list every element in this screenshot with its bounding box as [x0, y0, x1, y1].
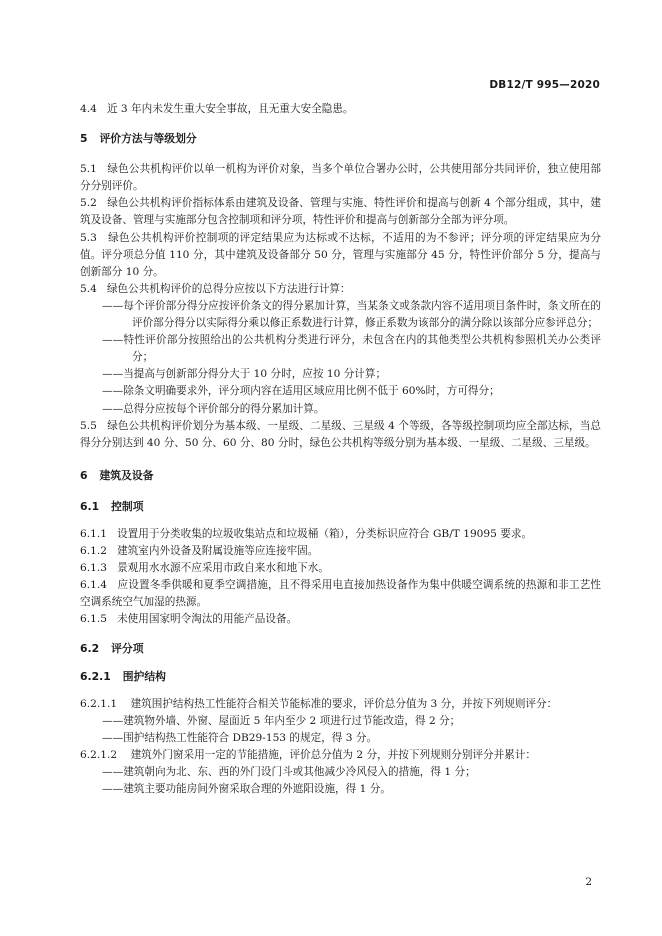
clause-number: 6.1.4 [80, 579, 107, 592]
clause-number: 6.1.1 [80, 527, 107, 540]
clause-text: 未使用国家明令淘汰的用能产品设备。 [117, 613, 298, 626]
section-heading-5 [80, 130, 601, 147]
list-item: ——除条文明确要求外，评分项内容在适用区域应用比例不低于 60%时，方可得分； [102, 385, 500, 398]
section-heading-6-2 [80, 640, 601, 657]
clause-6-2-1-2 [80, 747, 601, 764]
section-heading-6-2-1 [80, 668, 601, 685]
clause-text: 设置用于分类收集的垃圾收集站点和垃圾桶（箱），分类标识应符合 GB/T 19095 要求。 [117, 527, 533, 540]
clause-number: 5.3 [80, 231, 97, 244]
section-heading-6 [80, 467, 601, 484]
heading-number: 6.1 [80, 499, 100, 513]
clause-text: 景观用水水源不应采用市政自来水和地下水。 [117, 562, 329, 575]
clause-text: 建筑围护结构热工性能符合相关节能标准的要求，评价总分值为 3 分，并按下列规则评分： [130, 697, 558, 710]
section-heading-6-1 [80, 498, 601, 515]
heading-title: 围护结构 [122, 669, 166, 683]
clause-6-1-4 [80, 577, 601, 611]
heading-title: 控制项 [111, 499, 144, 513]
list-item: ——特性评价部分按照给出的公共机构分类进行评分，未包含在内的其他类型公共机构参照机关办公类评分； [102, 334, 601, 364]
clause-6-1-1 [80, 526, 601, 543]
document-code: DB12/T 995—2020 [489, 79, 600, 91]
clause-text: 应设置冬季供暖和夏季空调措施，且不得采用电直接加热设备作为集中供暖空调系统的热源和非工艺性空调系统空气加湿的热源。 [80, 579, 601, 609]
clause-5-4 [80, 281, 601, 298]
list-item: ——围护结构热工性能符合 DB29-153 的规定，得 3 分。 [102, 731, 378, 744]
clause-number: 4.4 [80, 103, 97, 115]
heading-number: 6.2 [80, 641, 100, 655]
list-item: ——每个评价部分得分应按评价条文的得分累加计算，当某条文或条款内容不适用项目条件时，条文所在的评价部分得分以实际得分乘以修正系数进行计算，修正系数为该部分的满分除以该部分应参评总分； [102, 299, 601, 330]
clause-text: 绿色公共机构评价控制项的评定结果应为达标或不达标，不适用的为不参评；评分项的评定结果应为分值。评分项总分值 110 分，其中建筑及设备部分 50 分，管理与实施部分 45 分，特性评价部分 5 分，提高与创新部分 10 分。 [80, 231, 602, 278]
clause-number: 6.1.3 [80, 562, 107, 575]
clause-text: 建筑外门窗采用一定的节能措施，评价总分值为 2 分，并按下列规则分别评分并累计： [130, 749, 537, 761]
clause-text: 绿色公共机构评价的总得分应按以下方法进行计算： [106, 282, 351, 295]
page-number: 2 [585, 876, 592, 888]
document-body [80, 101, 601, 798]
clause-number: 5.2 [80, 197, 97, 210]
heading-title: 建筑及设备 [99, 468, 154, 482]
list-item: ——总得分应按每个评价部分的得分累加计算。 [102, 402, 325, 415]
clause-number: 5.5 [80, 419, 97, 432]
clause-number: 5.1 [80, 163, 97, 176]
heading-number: 6.2.1 [80, 669, 111, 683]
clause-4-4 [80, 101, 601, 118]
clause-number: 6.1.5 [80, 613, 107, 626]
heading-title: 评分项 [111, 641, 144, 655]
clause-5-3 [80, 230, 601, 281]
heading-number: 5 [80, 132, 88, 146]
clause-text: 绿色公共机构评价指标体系由建筑及设备、管理与实施、特性评价和提高与创新 4 个部分组成，其中，建筑及设备、管理与实施部分包含控制项和评分项，特性评价和提高与创新部分全部为评分项。 [80, 197, 601, 227]
clause-6-1-3 [80, 560, 601, 577]
clause-6-1-5 [80, 611, 601, 628]
list-item: ——建筑朝向为北、东、西的外门设门斗或其他减少冷风侵入的措施，得 1 分； [102, 766, 476, 779]
clause-text: 建筑室内外设备及附属设施等应连接牢固。 [117, 545, 319, 558]
list-item: ——当提高与创新部分得分大于 10 分时，应按 10 分计算； [102, 368, 387, 381]
clause-number: 6.2.1.1 [80, 697, 118, 710]
heading-number: 6 [80, 468, 88, 482]
list-item: ——建筑物外墙、外窗、屋面近 5 年内至少 2 项进行过节能改造，得 2 分； [102, 714, 461, 727]
clause-text: 绿色公共机构评价以单一机构为评价对象，当多个单位合署办公时，公共使用部分共同评价，独立使用部分分别评价。 [80, 163, 601, 193]
clause-5-2 [80, 195, 601, 229]
clause-text: 近 3 年内未发生重大安全事故，且无重大安全隐患。 [106, 103, 354, 115]
clause-6-2-1-1 [80, 696, 601, 713]
clause-number: 6.2.1.2 [80, 749, 118, 761]
clause-6-1-2 [80, 543, 601, 560]
clause-number: 6.1.2 [80, 545, 107, 558]
list-item: ——建筑主要功能房间外窗采取合理的外遮阳设施，得 1 分。 [102, 783, 391, 796]
clause-5-1 [80, 161, 601, 195]
heading-title: 评价方法与等级划分 [99, 132, 197, 146]
clause-5-5 [80, 418, 601, 452]
clause-number: 5.4 [80, 282, 97, 295]
clause-text: 绿色公共机构评价划分为基本级、一星级、二星级、三星级 4 个等级，各等级控制项均应全部达标，当总得分分别达到 40 分、50 分、60 分、80 分时，绿色公共机构等级分别为基本级、一星级、二星级、三星级。 [80, 419, 601, 449]
